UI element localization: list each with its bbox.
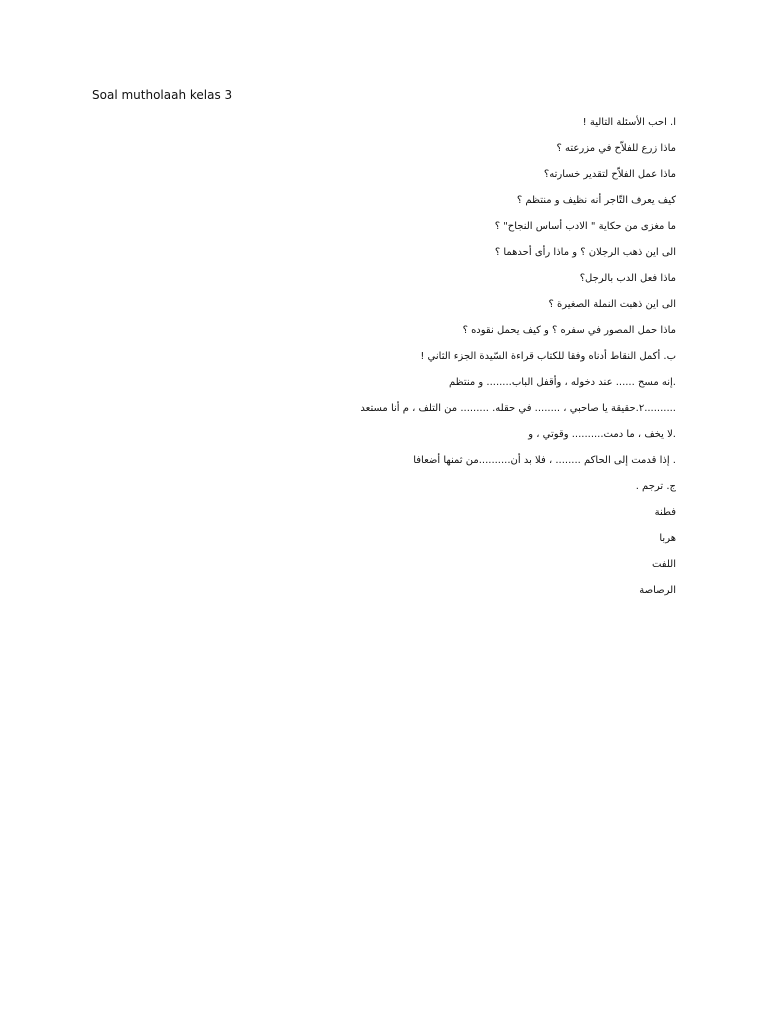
question-line: ماذا فعل الدب بالرجل؟ — [579, 273, 676, 284]
fill-in-line: ..........٢.حقيقة يا صاحبي ، ........ في حقله. ......... من التلف ، م أنا مستعد — [360, 403, 676, 414]
question-line: ماذا عمل الفلاّح لتقدير خسارته؟ — [543, 169, 676, 180]
vocab-word: فطنة — [654, 507, 676, 518]
question-line: الى اين ذهبت النملة الصغيرة ؟ — [548, 299, 676, 310]
question-line: ماذا حمل المصور في سفره ؟ و كيف يحمل نقوده ؟ — [462, 325, 676, 336]
vocab-word: هربا — [659, 533, 676, 544]
section-b-heading: ب. أكمل النقاط أدناه وفقا للكتاب قراءة السّيدة الجزء الثاني ! — [420, 351, 676, 362]
section-a-heading: ا. احب الأسئلة التالية ! — [582, 117, 676, 128]
question-line: كيف يعرف التّاجر أنه نظيف و منتظم ؟ — [516, 195, 676, 206]
question-line: الى اين ذهب الرجلان ؟ و ماذا رأى أحدهما ؟ — [494, 247, 676, 258]
fill-in-line: . إذا قدمت إلى الحاكم ........ ، فلا بد أن..........من ثمنها أضعافا — [413, 455, 676, 466]
fill-in-line: .لا يخف ، ما دمت.......... وقوتي ، و — [528, 429, 676, 440]
fill-in-line: .إنه مسح ...... عند دخوله ، وأقفل الباب........ و منتظم — [448, 377, 676, 388]
section-c-heading: ج. ترجم . — [635, 481, 676, 492]
question-line: ماذا زرع للفلاّح في مزرعته ؟ — [556, 143, 676, 154]
question-line: ما مغزى من حكاية " الادب أساس النجاح" ؟ — [494, 221, 676, 232]
document-title: Soal mutholaah kelas 3 — [92, 88, 233, 102]
document-body — [196, 117, 676, 611]
vocab-word: الرصاصة — [639, 585, 676, 596]
vocab-word: اللفت — [651, 559, 676, 570]
